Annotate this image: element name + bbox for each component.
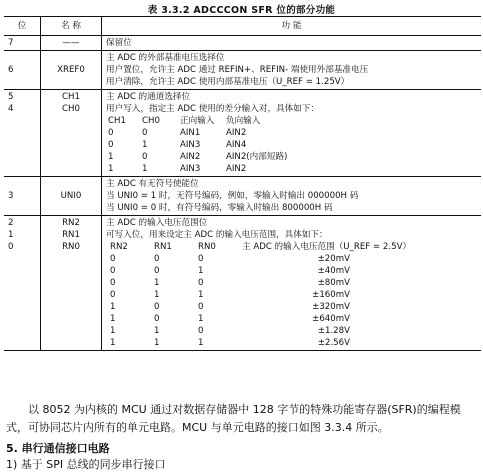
- table-row: [4, 90, 481, 177]
- function-line: 用户清除，允许主 ADC 使用内部基准电压（U_REF = 1.25V）: [106, 77, 350, 87]
- function-line: 保留位: [106, 38, 132, 48]
- table-row: [4, 177, 481, 216]
- table-row: [4, 51, 481, 90]
- sfr-function-table: [4, 16, 481, 351]
- header-name: 名 称: [41, 17, 102, 36]
- function-line: 可写入位，用来设定主 ADC 的输入电压范围，具体如下：: [106, 230, 328, 240]
- function-cell: [102, 177, 482, 216]
- bit-cell: 5 4: [4, 90, 41, 177]
- table-row: [4, 36, 481, 51]
- bit-cell: 3: [4, 177, 41, 216]
- function-line: 主 ADC 有无符号使能位: [106, 179, 199, 189]
- body-paragraph: 以 8052 为内核的 MCU 通过对数据存储器中 128 字节的特殊功能寄存器(SFR)的编程模式，可协同芯片内所有的单元电路。MCU 与单元电路的接口如图 3.3.4 所示。: [6, 403, 461, 434]
- channel-select-table: CH1 CH0 正向输入 负向输入 0 0 AIN1 AIN2 0 1 AIN3 AIN4 1 0 AIN2 AIN2(内部短路) 1 1 AIN3 AIN2: [108, 116, 288, 174]
- name-cell: UNI0: [41, 177, 102, 216]
- bit-cell: 2 1 0: [4, 216, 41, 351]
- table-caption: 表 3.3.2 ADCCCON SFR 位的部分功能: [147, 5, 336, 16]
- function-line: 用户写入，指定主 ADC 使用的差分输入对，具体如下：: [106, 104, 320, 114]
- function-line: 当 UNI0 = 1 时，无符号编码，例如，零输入时输出 000000H 码: [106, 191, 359, 201]
- bit-cell: 7: [4, 36, 41, 51]
- header-function: 功 能: [102, 17, 482, 36]
- name-cell: XREF0: [41, 51, 102, 90]
- function-cell: [102, 36, 482, 51]
- table-header-row: [4, 17, 481, 36]
- function-cell: [102, 51, 482, 90]
- function-line: 当 UNI0 = 0 时，有符号编码，零输入时输出 800000H 码: [106, 203, 333, 213]
- table-row: [4, 216, 481, 351]
- name-cell: CH1 CH0: [41, 90, 102, 177]
- name-cell: ——: [41, 36, 102, 51]
- range-select-table: RN2 RN1 RN0 主 ADC 的输入电压范围（U_REF = 2.5V） 0 0 0 ±20mV 0 0 1 ±40mV 0 1 0 ±80mV 0 1 1 ±160mV 1 0 0 ±320mV 1 0 1 ±640mV 1 1 0 ±1.28V 1 1 1 ±2.56V: [110, 242, 412, 348]
- header-bit: 位: [4, 17, 41, 36]
- bit-cell: 6: [4, 51, 41, 90]
- function-line: 主 ADC 的输入电压范围位: [106, 218, 208, 228]
- function-cell: [102, 90, 482, 177]
- section-heading: 5. 串行通信接口电路: [6, 442, 110, 455]
- function-line: 用户置位，允许主 ADC 通过 REFIN+、REFIN- 端使用外部基准电压: [106, 65, 369, 75]
- name-cell: RN2 RN1 RN0: [41, 216, 102, 351]
- function-line: 主 ADC 的外部基准电压选择位: [106, 53, 225, 63]
- function-cell: [102, 216, 482, 351]
- subsection-heading: 1) 基于 SPI 总线的同步串行接口: [6, 458, 166, 471]
- function-line: 主 ADC 的通道选择位: [106, 92, 191, 102]
